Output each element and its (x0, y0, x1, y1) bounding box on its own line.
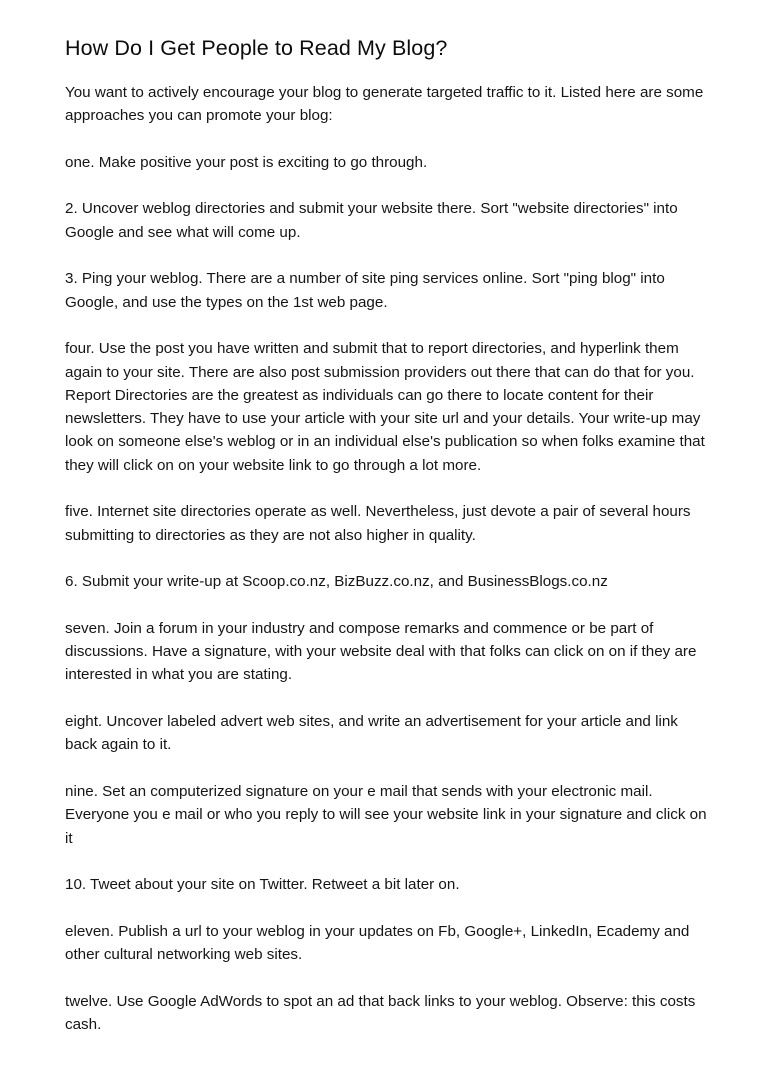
paragraph-tip-1: one. Make positive your post is exciting to go through. (65, 153, 428, 171)
paragraph-tip-9: nine. Set an computerized signature on your e mail that sends with your electronic mail. Everyone you e mail or who you reply to will see your website link in your signature and click on it (65, 782, 707, 847)
paragraph-intro: You want to actively encourage your blog to generate targeted traffic to it. Listed here are some approaches you can promote your blog: (65, 84, 704, 125)
page-title: How Do I Get People to Read My Blog? (65, 36, 448, 60)
paragraph-tip-6: 6. Submit your write-up at Scoop.co.nz, BizBuzz.co.nz, and BusinessBlogs.co.nz (65, 573, 608, 591)
paragraph-tip-8: eight. Uncover labeled advert web sites, and write an advertisement for your article and link back again to it. (65, 713, 678, 754)
paragraph-tip-3: 3. Ping your weblog. There are a number of site ping services online. Sort "ping blog" into Google, and use the types on the 1st web page. (65, 270, 665, 311)
paragraph-tip-5: five. Internet site directories operate as well. Nevertheless, just devote a pair of several hours submitting to directories as they are not also higher in quality. (65, 503, 691, 544)
paragraph-tip-7: seven. Join a forum in your industry and compose remarks and commence or be part of discussions. Have a signature, with your website deal with that folks can click on on if they are interested in what you are stating. (65, 619, 697, 684)
paragraph-tip-11: eleven. Publish a url to your weblog in your updates on Fb, Google+, LinkedIn, Ecademy and other cultural networking web sites. (65, 922, 690, 963)
paragraph-tip-10: 10. Tweet about your site on Twitter. Retweet a bit later on. (65, 876, 460, 894)
paragraph-tip-4: four. Use the post you have written and submit that to report directories, and hyperlink them again to your site. There are also post submission providers out there that can do that for you. Report Directories are the greatest as individuals can go there to locate content for their newsletters. They have to use your article with your site url and your details. Your write-up may look on someone else's weblog or in an individual else's publication so when folks examine that they will click on on your website link to go through a lot more. (65, 340, 705, 474)
paragraph-tip-12: twelve. Use Google AdWords to spot an ad that back links to your weblog. Observe: this costs cash. (65, 992, 696, 1033)
paragraph-tip-2: 2. Uncover weblog directories and submit your website there. Sort "website directories" into Google and see what will come up. (65, 200, 678, 241)
